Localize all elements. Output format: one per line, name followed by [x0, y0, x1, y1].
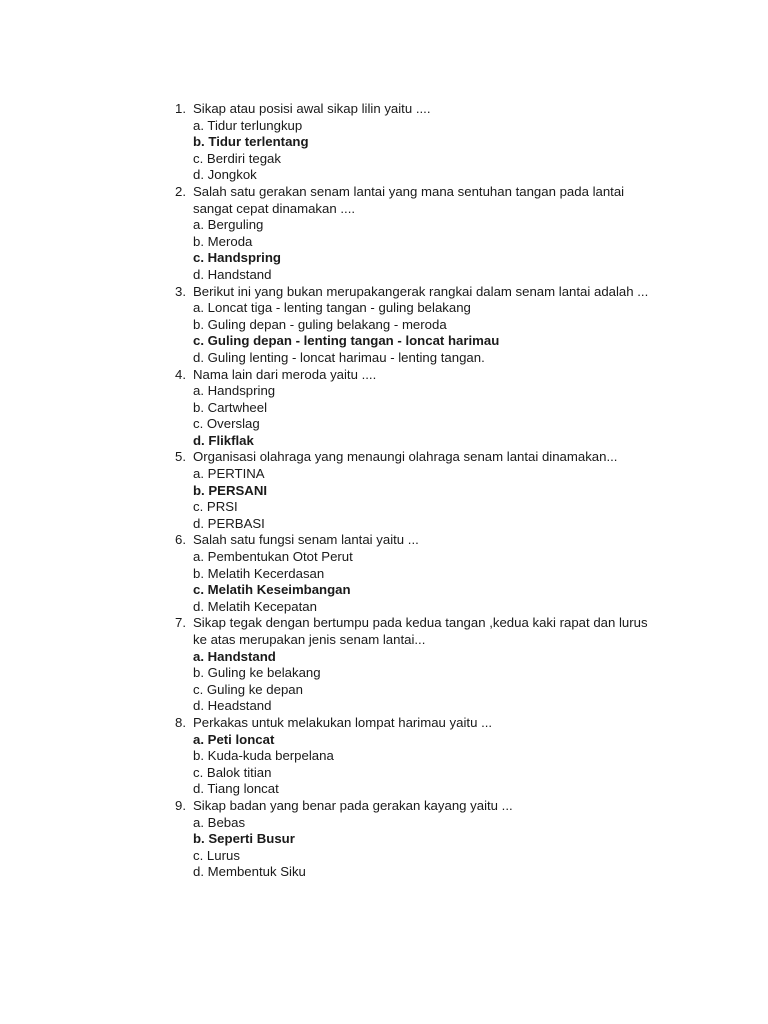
- question-text: Berikut ini yang bukan merupakangerak rangkai dalam senam lantai adalah ...: [193, 283, 649, 299]
- answer-option: d. Jongkok: [193, 167, 257, 183]
- answer-option: c. Balok titian: [193, 764, 272, 780]
- answer-option: d. PERBASI: [193, 515, 265, 531]
- answer-option: a. Handspring: [193, 383, 276, 399]
- answer-option-correct: d. Flikflak: [193, 432, 254, 448]
- question-number: 6.: [175, 532, 186, 548]
- question-item: [160, 798, 680, 881]
- question-text: Nama lain dari meroda yaitu ....: [193, 366, 377, 382]
- answer-option: a. PERTINA: [193, 466, 265, 482]
- question-item: [160, 101, 680, 184]
- answer-option: a. Bebas: [193, 814, 246, 830]
- question-text: Salah satu gerakan senam lantai yang mana sentuhan tangan pada lantai sangat cepat dinamakan ....: [193, 183, 628, 216]
- answer-option: d. Headstand: [193, 698, 272, 714]
- answer-option: b. Kuda-kuda berpelana: [193, 748, 334, 764]
- question-text: Sikap badan yang benar pada gerakan kayang yaitu ...: [193, 797, 513, 813]
- answer-option-correct: c. Handspring: [193, 250, 281, 266]
- question-text: Sikap atau posisi awal sikap lilin yaitu ....: [193, 101, 431, 116]
- answer-option-correct: b. Tidur terlentang: [193, 134, 309, 150]
- answer-option: d. Tiang loncat: [193, 781, 279, 797]
- question-text: Perkakas untuk melakukan lompat harimau yaitu ...: [193, 714, 493, 730]
- answer-option: b. Guling depan - guling belakang - meroda: [193, 316, 447, 332]
- question-number: 5.: [175, 449, 186, 465]
- answer-option: b. Melatih Kecerdasan: [193, 565, 325, 581]
- question-number: 4.: [175, 366, 186, 382]
- question-item: [160, 284, 680, 367]
- question-item: [160, 715, 680, 798]
- question-number: 2.: [175, 183, 186, 199]
- question-item: [160, 615, 680, 715]
- answer-option: b. Meroda: [193, 233, 253, 249]
- answer-option: c. Guling ke depan: [193, 681, 303, 697]
- answer-option: c. Overslag: [193, 416, 260, 432]
- question-list: [160, 101, 680, 881]
- question-number: 3.: [175, 283, 186, 299]
- answer-option: c. PRSI: [193, 499, 238, 515]
- answer-option: a. Tidur terlungkup: [193, 117, 303, 133]
- answer-option: b. Guling ke belakang: [193, 665, 321, 681]
- answer-option-correct: a. Peti loncat: [193, 731, 275, 747]
- question-number: 9.: [175, 797, 186, 813]
- answer-option: a. Loncat tiga - lenting tangan - guling belakang: [193, 300, 471, 316]
- answer-option-correct: b. Seperti Busur: [193, 831, 295, 847]
- answer-option-correct: c. Guling depan - lenting tangan - loncat harimau: [193, 333, 500, 349]
- question-number: 7.: [175, 615, 186, 631]
- answer-option: d. Guling lenting - loncat harimau - lenting tangan.: [193, 349, 485, 365]
- answer-option: c. Lurus: [193, 847, 240, 863]
- question-number: 1.: [175, 101, 186, 116]
- answer-option: d. Melatih Kecepatan: [193, 598, 317, 614]
- answer-option-correct: a. Handstand: [193, 648, 276, 664]
- answer-option: d. Handstand: [193, 266, 272, 282]
- answer-option: a. Berguling: [193, 217, 264, 233]
- question-item: [160, 184, 680, 284]
- answer-option: a. Pembentukan Otot Perut: [193, 549, 353, 565]
- question-item: [160, 532, 680, 615]
- answer-option: b. Cartwheel: [193, 399, 268, 415]
- question-item: [160, 367, 680, 450]
- answer-option-correct: c. Melatih Keseimbangan: [193, 582, 351, 598]
- answer-option-correct: b. PERSANI: [193, 482, 268, 498]
- question-text: Sikap tegak dengan bertumpu pada kedua tangan ,kedua kaki rapat dan lurus ke atas merupakan jenis senam lantai...: [193, 615, 652, 647]
- question-item: [160, 449, 680, 532]
- question-number: 8.: [175, 714, 186, 730]
- question-text: Organisasi olahraga yang menaungi olahraga senam lantai dinamakan...: [193, 449, 618, 465]
- question-text: Salah satu fungsi senam lantai yaitu ...: [193, 532, 419, 548]
- answer-option: d. Membentuk Siku: [193, 864, 306, 880]
- answer-option: c. Berdiri tegak: [193, 150, 281, 166]
